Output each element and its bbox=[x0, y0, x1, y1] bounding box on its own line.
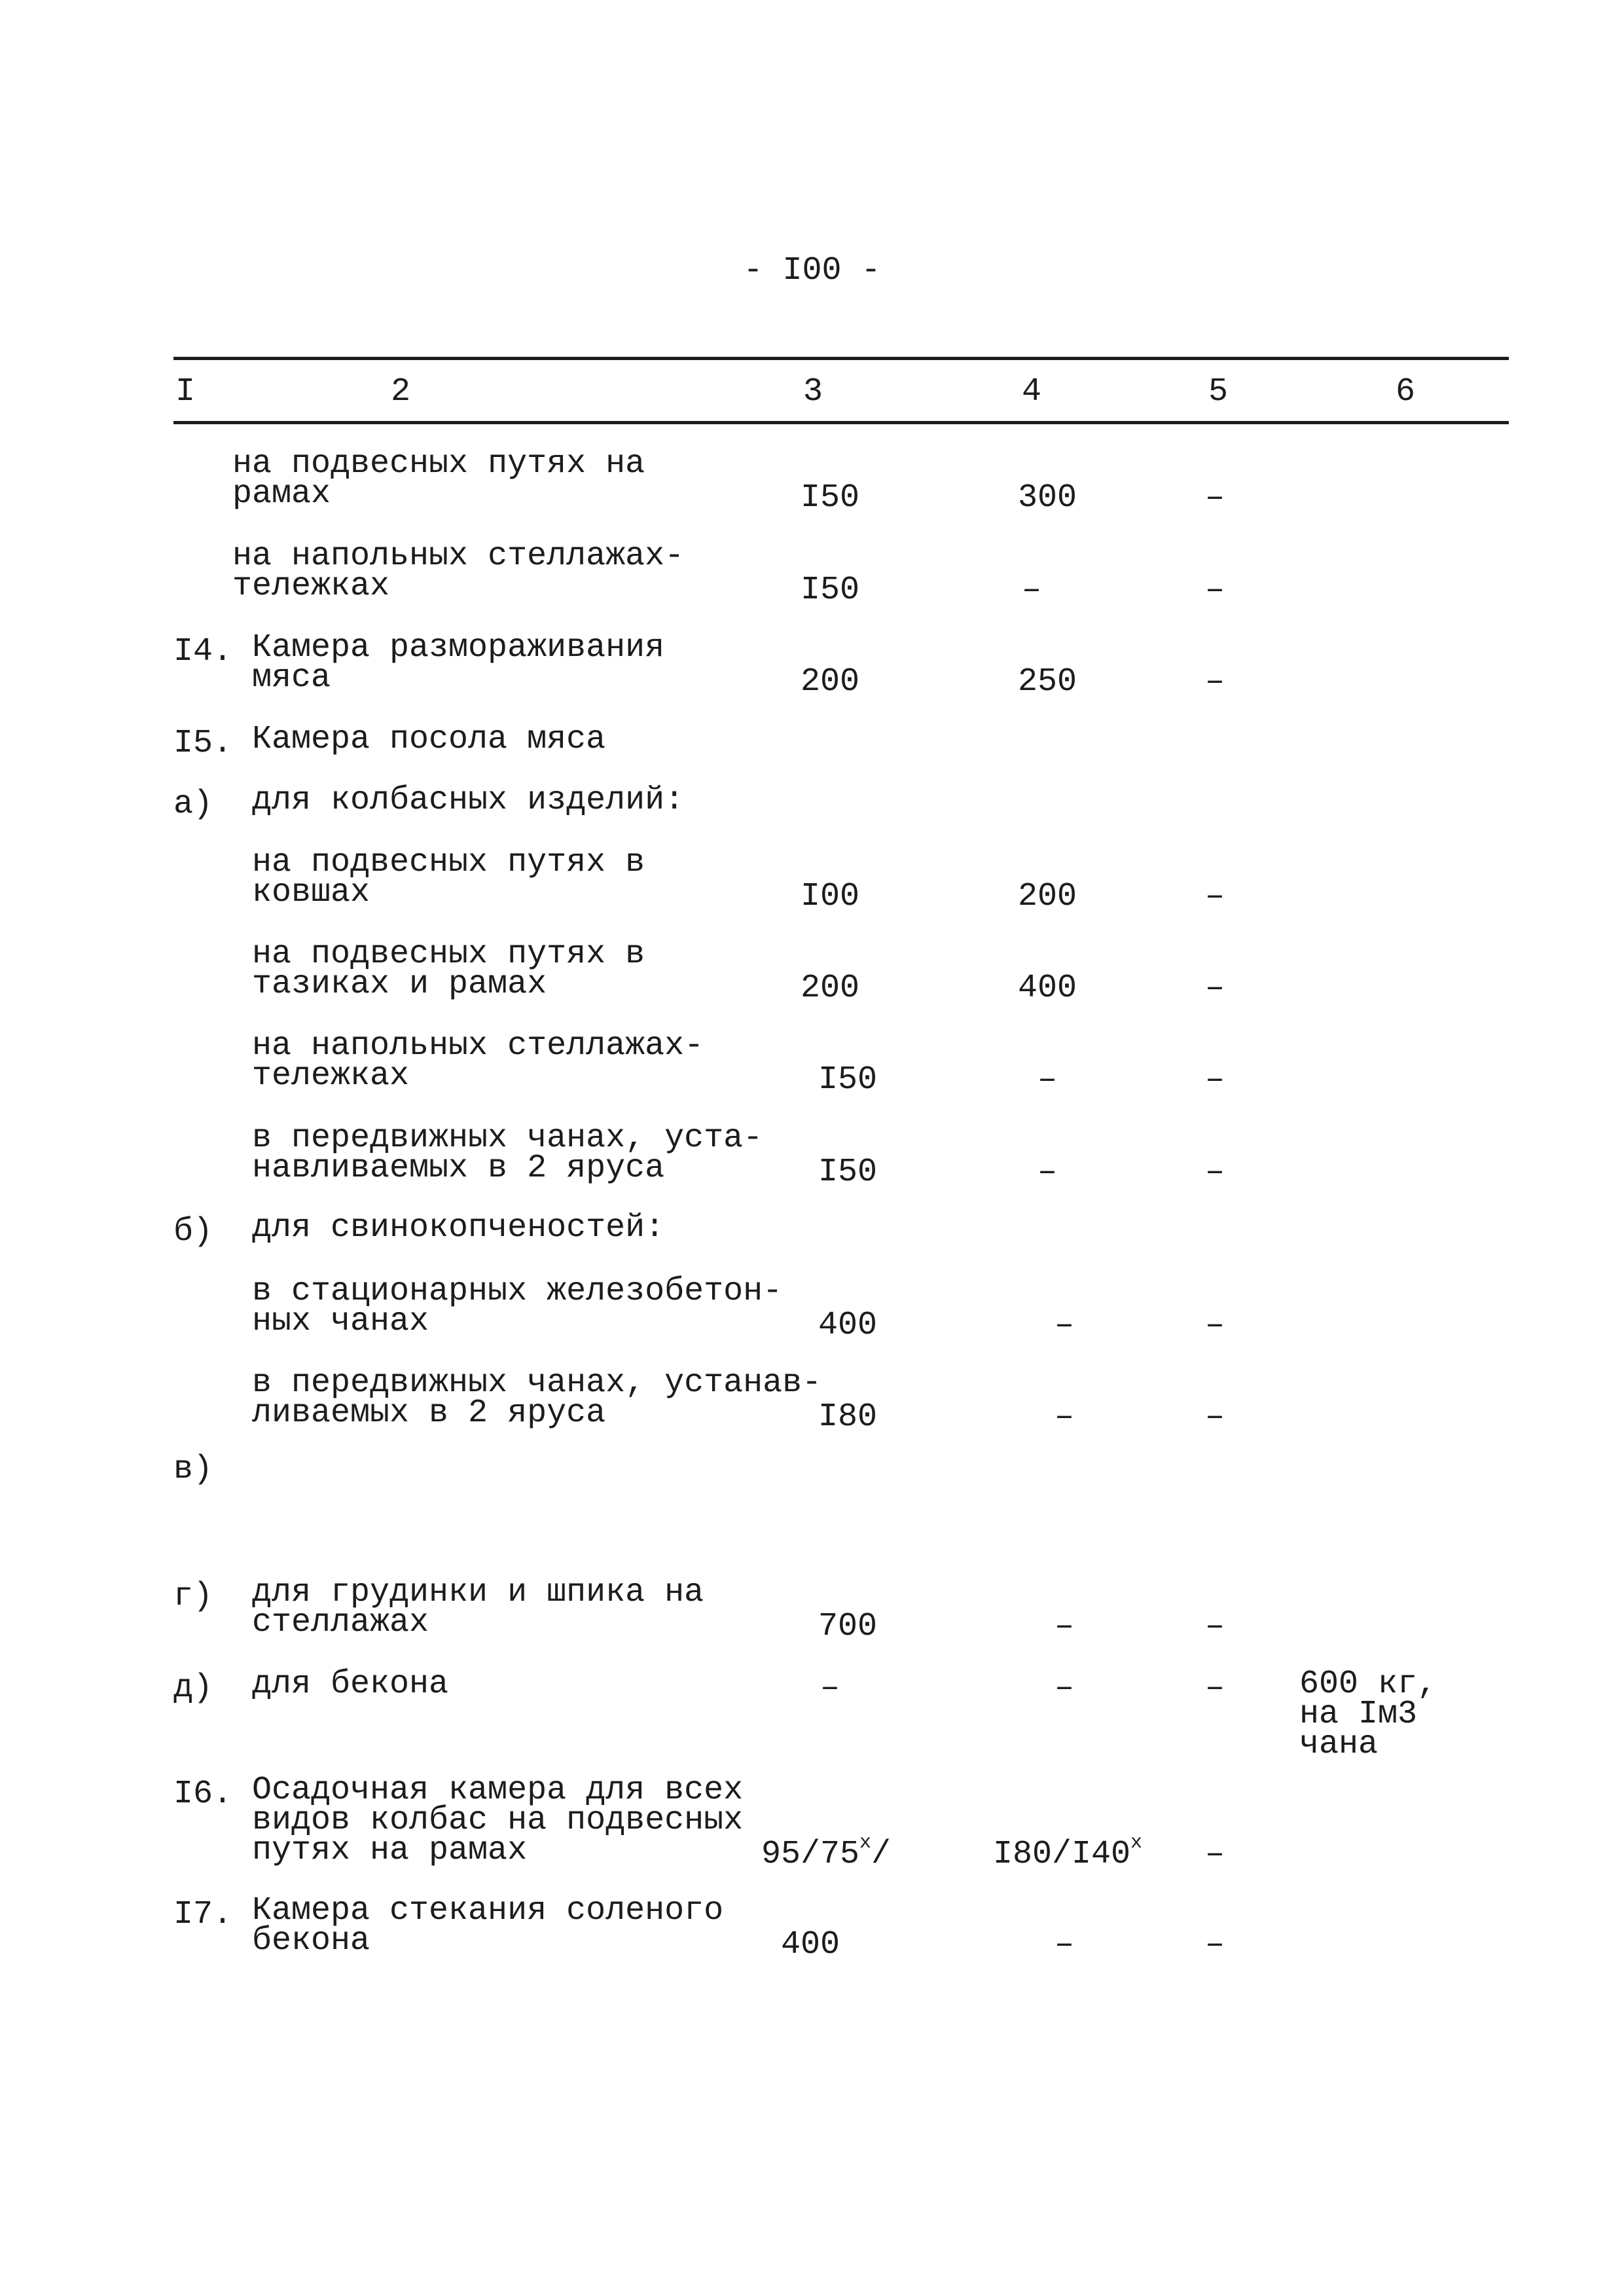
col-3-value: I50 bbox=[818, 1154, 878, 1191]
col-5-value: – bbox=[1204, 1154, 1225, 1191]
table-header-rule bbox=[173, 421, 1509, 424]
col-3-value: 700 bbox=[818, 1608, 878, 1645]
col-3-value: – bbox=[820, 1669, 840, 1707]
col-3-value: I50 bbox=[800, 572, 860, 609]
header-col-6: 6 bbox=[1395, 373, 1416, 410]
col-4-main: I80/I40 bbox=[992, 1836, 1131, 1873]
col-4-value: – bbox=[1037, 1061, 1058, 1099]
row-description: в передвижных чанах, устанав- ливаемых в 2 яруса bbox=[252, 1364, 822, 1432]
col-3-main: 95/75 bbox=[761, 1836, 859, 1873]
header-col-5: 5 bbox=[1208, 373, 1229, 410]
col-5-value: – bbox=[1204, 1926, 1225, 1963]
page-number: - I00 - bbox=[743, 252, 881, 289]
col-5-value: – bbox=[1204, 1836, 1225, 1873]
row-description: Камера посола мяса bbox=[252, 721, 606, 758]
row-number: б) bbox=[173, 1213, 213, 1250]
row-description: на подвесных путях на рамах bbox=[232, 445, 645, 513]
row-description: на подвесных путях в тазиках и рамах bbox=[252, 936, 645, 1003]
col-4-value: 200 bbox=[1017, 878, 1077, 915]
row-description: на напольных стеллажах- тележках bbox=[232, 538, 685, 605]
col-4-value: – bbox=[1054, 1669, 1075, 1707]
row-number: I4. bbox=[173, 633, 233, 670]
col-5-value: – bbox=[1204, 878, 1225, 915]
col-3-value: I00 bbox=[800, 878, 860, 915]
row-number: г) bbox=[173, 1578, 213, 1615]
row-description: на напольных стеллажах- тележках bbox=[252, 1027, 704, 1095]
col-4-superscript: х bbox=[1130, 1832, 1143, 1854]
col-4-value: – bbox=[1021, 572, 1042, 609]
col-4-value: 400 bbox=[1017, 970, 1077, 1007]
header-col-4: 4 bbox=[1021, 373, 1042, 410]
col-4-value: – bbox=[1054, 1307, 1075, 1344]
row-description: Камера стекания соленого бекона bbox=[252, 1892, 724, 1959]
col-3-value: 200 bbox=[800, 663, 860, 701]
col-5-value: – bbox=[1204, 1669, 1225, 1707]
col-3-value: I50 bbox=[800, 479, 860, 517]
col-4-value: – bbox=[1054, 1398, 1075, 1436]
row-number: I6. bbox=[173, 1776, 233, 1813]
col-5-value: – bbox=[1204, 1061, 1225, 1099]
col-5-value: – bbox=[1204, 1608, 1225, 1645]
col-5-value: – bbox=[1204, 572, 1225, 609]
col-4-value: – bbox=[1054, 1926, 1075, 1963]
row-number: I7. bbox=[173, 1896, 233, 1933]
row-description: Камера размораживания мяса bbox=[252, 629, 665, 697]
header-col-2: 2 bbox=[390, 373, 411, 410]
col-3-value: I50 bbox=[818, 1061, 878, 1099]
col-5-value: – bbox=[1204, 663, 1225, 701]
row-number: I5. bbox=[173, 725, 233, 762]
col-3-value: I80 bbox=[818, 1398, 878, 1436]
row-number: д) bbox=[173, 1669, 213, 1707]
row-description: на подвесных путях в ковшах bbox=[252, 844, 645, 911]
row-description: для грудинки и шпика на стеллажах bbox=[252, 1574, 704, 1641]
row-description: в стационарных железобетон- ных чанах bbox=[252, 1273, 783, 1340]
col-3-value: 400 bbox=[780, 1926, 840, 1963]
row-number: в) bbox=[173, 1451, 213, 1488]
col-3-value: 400 bbox=[818, 1307, 878, 1344]
col-5-value: – bbox=[1204, 1398, 1225, 1436]
col-3-value bbox=[761, 1832, 892, 1873]
col-5-value: – bbox=[1204, 479, 1225, 517]
col-4-value: – bbox=[1037, 1154, 1058, 1191]
col-4-value: 250 bbox=[1017, 663, 1077, 701]
col-4-value: – bbox=[1054, 1608, 1075, 1645]
col-4-value: 300 bbox=[1017, 479, 1077, 517]
row-description: для бекона bbox=[252, 1666, 449, 1703]
col-3-suffix: / bbox=[871, 1836, 892, 1873]
row-description: для колбасных изделий: bbox=[252, 782, 685, 819]
row-number: а) bbox=[173, 786, 213, 823]
col-6-value: 600 кг, на Iм3 чана bbox=[1299, 1666, 1437, 1763]
col-4-value bbox=[992, 1832, 1143, 1873]
row-description: Осадочная камера для всех видов колбас на подвесных путях на рамах bbox=[252, 1772, 744, 1869]
row-description: в передвижных чанах, уста- навливаемых в 2 яруса bbox=[252, 1120, 763, 1187]
col-3-value: 200 bbox=[800, 970, 860, 1007]
col-5-value: – bbox=[1204, 970, 1225, 1007]
header-col-1: I bbox=[175, 373, 196, 410]
col-3-superscript: х bbox=[859, 1832, 872, 1854]
row-description: для свинокопченостей: bbox=[252, 1209, 665, 1247]
col-5-value: – bbox=[1204, 1307, 1225, 1344]
header-col-3: 3 bbox=[803, 373, 823, 410]
table-top-rule bbox=[173, 357, 1509, 360]
